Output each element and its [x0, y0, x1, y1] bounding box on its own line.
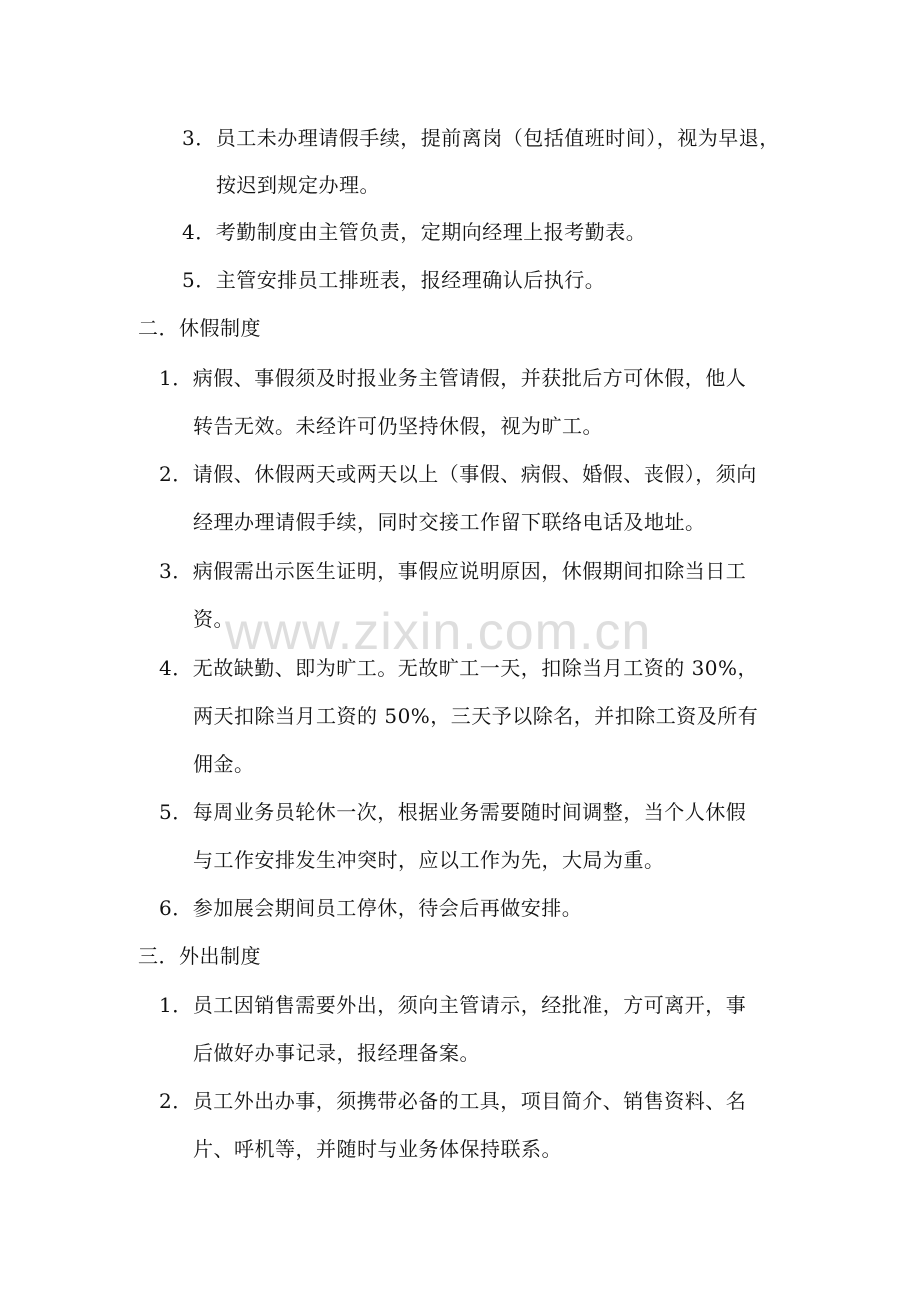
- list-item-attendance-5: 5．主管安排员工排班表，报经理确认后执行。: [182, 268, 606, 292]
- watermark: www.zixin.com.cn: [225, 603, 652, 661]
- list-item-leave-2: 2．请假、休假两天或两天以上（事假、病假、婚假、丧假），须向: [159, 462, 757, 486]
- list-item-leave-5-cont: 与工作安排发生冲突时，应以工作为先，大局为重。: [193, 848, 665, 872]
- list-item-outing-1-cont: 后做好办事记录，报经理备案。: [193, 1041, 480, 1065]
- section-heading-outing: 三．外出制度: [138, 944, 261, 968]
- list-item-leave-4-cont-2: 佣金。: [193, 752, 255, 776]
- list-item-leave-3-cont: 资。: [193, 607, 234, 631]
- list-item-outing-1: 1．员工因销售需要外出，须向主管请示，经批准，方可离开，事: [159, 993, 747, 1017]
- section-heading-leave: 二．休假制度: [138, 316, 261, 340]
- list-item-attendance-4: 4．考勤制度由主管负责，定期向经理上报考勤表。: [182, 220, 647, 244]
- list-item-leave-2-cont: 经理办理请假手续，同时交接工作留下联络电话及地址。: [193, 510, 706, 534]
- list-item-leave-5: 5．每周业务员轮休一次，根据业务需要随时间调整，当个人休假: [159, 800, 747, 824]
- list-item-leave-4-cont: 两天扣除当月工资的 50%，三天予以除名，并扣除工资及所有: [193, 704, 759, 728]
- list-item-outing-2: 2．员工外出办事，须携带必备的工具，项目简介、销售资料、名: [159, 1089, 747, 1113]
- list-item-outing-2-cont: 片、呼机等，并随时与业务体保持联系。: [193, 1137, 562, 1161]
- list-item-leave-4: 4．无故缺勤、即为旷工。无故旷工一天，扣除当月工资的 30%，: [159, 656, 759, 680]
- list-item-attendance-3-cont: 按迟到规定办理。: [216, 173, 380, 197]
- list-item-leave-6: 6．参加展会期间员工停休，待会后再做安排。: [159, 896, 583, 920]
- list-item-leave-1: 1．病假、事假须及时报业务主管请假，并获批后方可休假，他人: [159, 366, 747, 390]
- list-item-leave-3: 3．病假需出示医生证明，事假应说明原因，休假期间扣除当日工: [159, 559, 747, 583]
- list-item-attendance-3: 3．员工未办理请假手续，提前离岗（包括值班时间），视为早退，: [182, 126, 780, 150]
- list-item-leave-1-cont: 转告无效。未经许可仍坚持休假，视为旷工。: [193, 414, 603, 438]
